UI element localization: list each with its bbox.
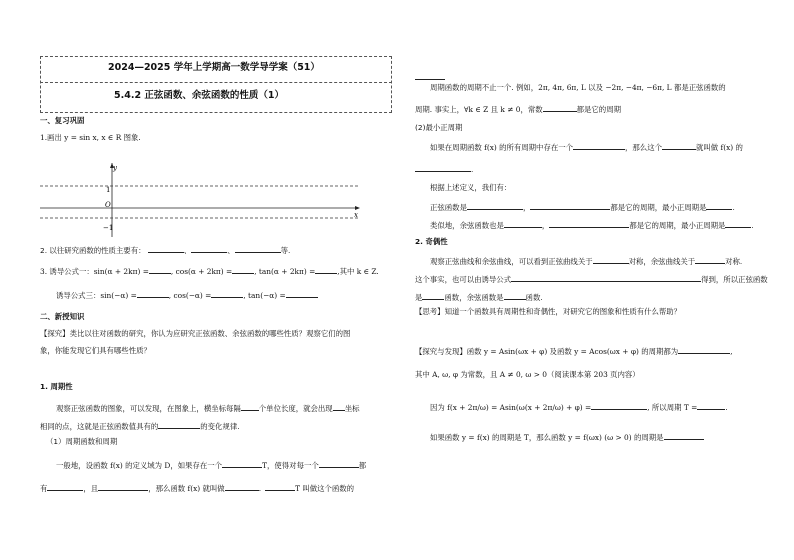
blank[interactable]: [286, 290, 318, 298]
question-3-line1: 3. 诱导公式一：sin(α + 2kπ) = , cos(α + 2kπ) = , tan(α + 2kπ) = ,其中 k ∈ Z.: [40, 267, 379, 276]
blank[interactable]: [530, 202, 610, 210]
section-review: 一、复习巩固: [40, 116, 85, 125]
accordingly-text: 根据上述定义，我们有：: [430, 183, 512, 192]
blank[interactable]: [235, 245, 281, 253]
question-1: 1.画出 y = sin x, x ∈ R 图象.: [40, 133, 141, 142]
think-prompt: 【思考】知道一个函数具有周期性和奇偶性，对研究它的图象和性质有什么帮助？: [415, 307, 682, 316]
question-2: 2. 以往研究函数的性质主要有： 、 、 等.: [40, 246, 291, 255]
parity-line3: 是 函数，余弦函数是 函数.: [415, 293, 543, 302]
cosine-period-statement: 类似地，余弦函数也是 ， 都是它的周期，最小正周期是 .: [430, 221, 754, 230]
explore-prompt-line1: 【探究】类比以往对函数的研究，你认为应研究正弦函数、余弦函数的哪些性质？观察它们的图: [40, 329, 351, 338]
blank[interactable]: [232, 266, 254, 274]
parity-line2: 这个事实，也可以由诱导公式 得到，所以正弦函数: [415, 275, 768, 284]
section-new-knowledge: 二、新授知识: [40, 312, 85, 321]
origin-label: O: [105, 201, 111, 209]
blank[interactable]: [467, 202, 523, 210]
blank[interactable]: [725, 220, 751, 228]
definition-line2: 有 ，且 ，那么函数 f(x) 就叫做 . T 叫做这个函数的: [40, 484, 355, 493]
blank[interactable]: [148, 245, 184, 253]
sine-graph-axes: [40, 163, 375, 238]
question-3-line2: 诱导公式三：sin(−α) = , cos(−α) = , tan(−α) =: [56, 290, 318, 299]
blank[interactable]: [415, 72, 445, 80]
section-periodicity: 1. 周期性: [40, 382, 73, 391]
blank[interactable]: [241, 403, 259, 411]
sine-period-statement: 正弦函数是 ， 都是它的周期，最小正周期是 .: [430, 203, 735, 212]
min-period-definition-line1: 如果在周期函数 f(x) 的所有周期中存在一个 ，那么这个 就叫做 f(x) 的: [430, 143, 743, 152]
header-divider: [40, 82, 392, 83]
blank[interactable]: [137, 290, 169, 298]
parity-line1: 观察正弦曲线和余弦曲线，可以看到正弦曲线关于 对称，余弦曲线关于 对称.: [430, 257, 743, 266]
tick-label-neg1: −1: [103, 224, 114, 232]
blank[interactable]: [415, 164, 471, 172]
period-examples-line2: 周期. 事实上，∀k ∈ Z 且 k ≠ 0，常数 都是它的周期: [415, 105, 621, 114]
period-examples-line1: 周期函数的周期不止一个. 例如，2π, 4π, 6π, L 以及 −2π, −4π, −6π, L 都是正弦函数的: [430, 83, 726, 92]
definition-line1: 一般地，设函数 f(x) 的定义域为 D，如果存在一个 T，使得对每一个 都: [56, 461, 367, 470]
min-period-heading: (2)最小正周期: [415, 123, 463, 132]
tick-label-1: 1: [106, 186, 111, 194]
blank[interactable]: [543, 104, 577, 112]
explore-discover-line4: 如果函数 y = f(x) 的周期是 T，那么函数 y = f(ωx) (ω > 0) 的周期是: [430, 432, 704, 441]
y-axis-label: y: [113, 164, 117, 172]
periodic-function-subheading: （1）周期函数和周期: [46, 437, 118, 446]
page-title: 2024—2025 学年上学期高一数学导学案（51）: [108, 62, 320, 73]
blank[interactable]: [706, 202, 732, 210]
blank[interactable]: [265, 483, 295, 491]
blank[interactable]: [191, 245, 227, 253]
blank[interactable]: [549, 220, 629, 228]
blank[interactable]: [695, 256, 725, 264]
periodicity-line2: 相同的点，这就是正弦函数值具有的 的变化规律.: [40, 422, 240, 431]
blank[interactable]: [47, 483, 83, 491]
explore-prompt-line2: 象，你能发现它们具有哪些性质？: [40, 346, 151, 355]
blank[interactable]: [319, 460, 359, 468]
blank[interactable]: [158, 421, 200, 429]
blank[interactable]: [225, 483, 259, 491]
blank[interactable]: [678, 346, 730, 354]
blank[interactable]: [664, 432, 704, 440]
blank[interactable]: [422, 292, 444, 300]
explore-discover-line1: 【探究与发现】函数 y = Asin(ωx + φ) 及函数 y = Acos(ωx + φ) 的周期都为 ,: [415, 347, 733, 356]
lesson-subtitle: 5.4.2 正弦函数、余弦函数的性质（1）: [114, 90, 284, 101]
blank[interactable]: [211, 290, 243, 298]
blank[interactable]: [593, 256, 629, 264]
blank[interactable]: [591, 402, 647, 410]
blank[interactable]: [222, 460, 262, 468]
section-parity: 2. 奇偶性: [415, 237, 448, 246]
periodicity-line1: 观察正弦函数的图象，可以发现，在图象上，横坐标每隔 个单位长度，就会出现 坐标: [56, 404, 360, 413]
explore-discover-line2: 其中 A, ω, φ 为常数，且 A ≠ 0, ω > 0（阅读课本第 203 页内容）: [415, 370, 640, 379]
blank[interactable]: [504, 292, 526, 300]
x-axis-arrow-icon: [355, 206, 360, 210]
blank[interactable]: [504, 220, 542, 228]
blank[interactable]: [333, 403, 345, 411]
explore-discover-line3: 因为 f(x + 2π/ω) = Asin(ω(x + 2π/ω) + φ) = , 所以周期 T = .: [430, 403, 728, 412]
blank[interactable]: [149, 266, 171, 274]
blank[interactable]: [511, 274, 701, 282]
blank[interactable]: [98, 483, 148, 491]
x-axis-label: x: [354, 211, 358, 219]
blank[interactable]: [315, 266, 337, 274]
blank[interactable]: [697, 402, 725, 410]
blank[interactable]: [573, 142, 625, 150]
min-period-definition-line2: .: [415, 164, 473, 173]
blank[interactable]: [662, 142, 696, 150]
right-top-blank-line: [415, 72, 445, 81]
